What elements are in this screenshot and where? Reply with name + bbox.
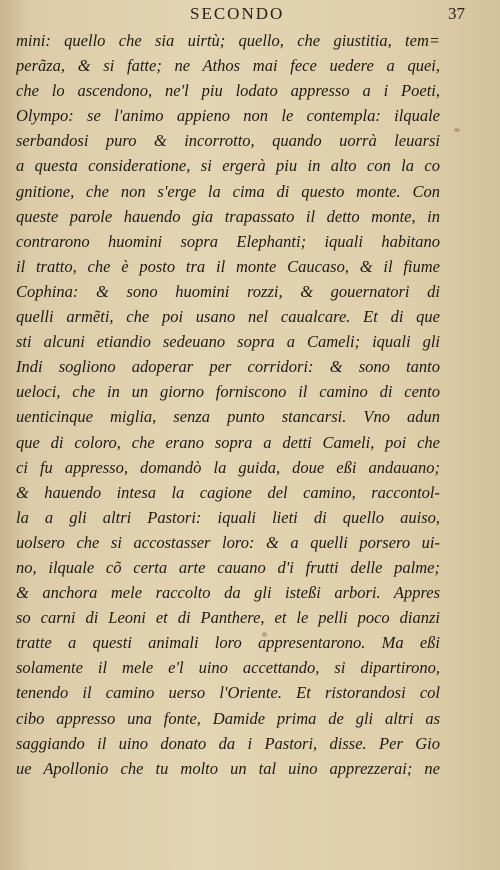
text-line: uenticinque miglia, senza punto stancarsi. Vno adun — [16, 407, 440, 427]
text-line: perãza, & si fatte; ne Athos mai fece uedere a quei, — [16, 56, 440, 76]
text-line: contrarono huomini sopra Elephanti; iquali habitano — [16, 231, 440, 251]
text-line: ci fu appresso, domandò la guida, doue eßi andauano; — [16, 457, 440, 477]
text-line: solamente il mele e'l uino accettando, si dipartirono, — [16, 658, 440, 678]
paper-blemish — [262, 632, 267, 637]
text-line: uolsero che si accostasser loro: & a quelli porsero ui- — [16, 532, 440, 552]
text-line: so carni di Leoni et di Panthere, et le pelli poco dianzi — [16, 608, 440, 628]
text-line: il tratto, che è posto tra il monte Caucaso, & il fiume — [16, 256, 440, 276]
text-line: gnitione, che non s'erge la cima di questo monte. Con — [16, 181, 440, 201]
text-line: saggiando il uino donato da i Pastori, disse. Per Gio — [16, 733, 440, 753]
body-text — [16, 28, 440, 781]
text-line: queste parole hauendo gia trapassato il detto monte, in — [16, 206, 440, 226]
page-header — [0, 4, 500, 26]
text-line: Cophina: & sono huomini rozzi, & gouernatori di — [16, 281, 440, 301]
text-line: quelli armẽti, che poi usano nel caualcare. Et di que — [16, 307, 440, 327]
text-line: la a gli altri Pastori: iquali lieti di quello auiso, — [16, 507, 440, 527]
text-line: Olympo: se l'animo appieno non le contempla: ilquale — [16, 106, 440, 126]
text-line: & anchora mele raccolto da gli isteßi arbori. Appres — [16, 583, 440, 603]
text-line: no, ilquale cõ certa arte cauano d'i frutti delle palme; — [16, 557, 440, 577]
text-line: tenendo il camino uerso l'Oriente. Et ristorandosi col — [16, 683, 440, 703]
text-line: che lo ascendono, ne'l piu lodato appresso a i Poeti, — [16, 81, 440, 101]
text-line: a questa consideratione, si ergerà piu in alto con la co — [16, 156, 440, 176]
text-line: sti alcuni etiandio sedeuano sopra a Cameli; iquali gli — [16, 332, 440, 352]
text-line: mini: quello che sia uirtù; quello, che giustitia, tem= — [16, 31, 440, 50]
running-head: SECONDO — [190, 4, 285, 23]
text-line: ue Apollonio che tu molto un tal uino apprezzerai; ne — [16, 758, 440, 778]
text-line: Indi sogliono adoperar per corridori: & sono tanto — [16, 357, 440, 377]
text-line: tratte a questi animali loro appresentarono. Ma eßi — [16, 633, 440, 653]
text-line: ueloci, che in un giorno forniscono il camino di cento — [16, 382, 440, 402]
text-line: serbandosi puro & incorrotto, quando uorrà leuarsi — [16, 131, 440, 151]
text-line: que di coloro, che erano sopra a detti Cameli, poi che — [16, 432, 440, 452]
page-number: 37 — [448, 4, 465, 23]
paper-blemish — [454, 128, 460, 132]
text-line: cibo appresso una fonte, Damide prima de gli altri as — [16, 708, 440, 728]
text-line: & hauendo intesa la cagione del camino, raccontol- — [16, 482, 440, 502]
